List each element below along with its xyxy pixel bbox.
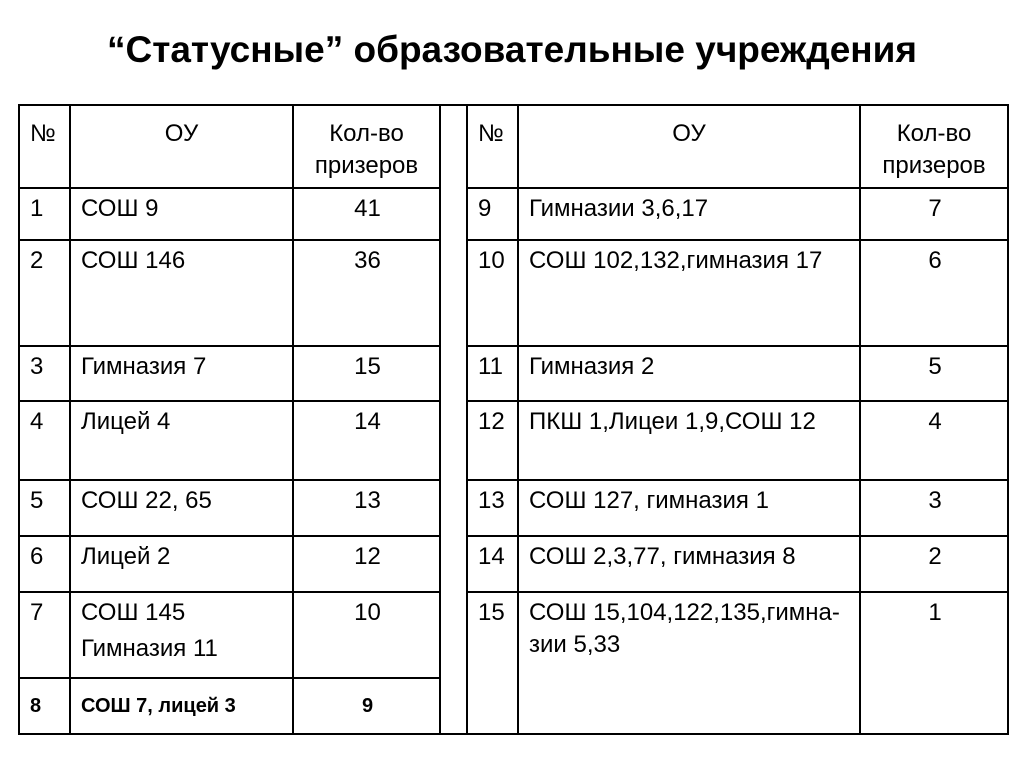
row-num: 2 <box>19 240 70 346</box>
row-ou: СОШ 127, гимназия 1 <box>518 480 860 536</box>
row-ou: Гимназия 2 <box>518 346 860 401</box>
row-num: 13 <box>467 480 518 536</box>
row-ou: СОШ 146 <box>70 240 293 346</box>
table-row <box>19 188 1008 240</box>
row-num: 8 <box>19 678 70 734</box>
row-num: 5 <box>19 480 70 536</box>
row-ou: ПКШ 1,Лицеи 1,9,СОШ 12 <box>518 401 860 480</box>
prize-winners-table <box>18 104 1007 733</box>
row-count: 7 <box>860 188 1008 240</box>
row-num: 14 <box>467 536 518 592</box>
row-count: 41 <box>293 188 440 240</box>
row-ou-line1: СОШ 145 <box>81 599 186 626</box>
header-count-line1: Кол-во <box>329 120 404 147</box>
header-ou: ОУ <box>70 105 293 188</box>
row-count: 15 <box>293 346 440 401</box>
row-num: 3 <box>19 346 70 401</box>
row-count: 10 <box>293 592 440 678</box>
row-count: 9 <box>293 678 440 734</box>
row-ou: Гимназии 3,6,17 <box>518 188 860 240</box>
row-ou <box>70 592 293 678</box>
header-count-line1-right: Кол-во <box>896 120 972 147</box>
header-count-line2-right: призеров <box>882 152 986 179</box>
row-ou: Лицей 4 <box>70 401 293 480</box>
row-count: 12 <box>293 536 440 592</box>
row-num: 11 <box>467 346 518 401</box>
row-num: 4 <box>19 401 70 480</box>
row-num: 15 <box>467 592 518 734</box>
row-ou: СОШ 102,132,гимназия 17 <box>518 240 860 346</box>
header-count <box>293 105 440 188</box>
row-ou-line2: Гимназия 11 <box>81 635 218 662</box>
row-count: 3 <box>860 480 1008 536</box>
header-count-line2: призеров <box>314 152 419 179</box>
table-row <box>19 346 1008 401</box>
row-ou: СОШ 7, лицей 3 <box>70 678 293 734</box>
row-num: 1 <box>19 188 70 240</box>
row-count: 14 <box>293 401 440 480</box>
row-num: 10 <box>467 240 518 346</box>
table-divider-column <box>440 105 467 734</box>
row-count: 1 <box>860 592 1008 734</box>
header-ou-right: ОУ <box>518 105 860 188</box>
row-num: 9 <box>467 188 518 240</box>
row-count: 2 <box>860 536 1008 592</box>
row-ou: СОШ 22, 65 <box>70 480 293 536</box>
header-num-right: № <box>467 105 518 188</box>
table-row <box>19 401 1008 480</box>
row-count: 4 <box>860 401 1008 480</box>
header-count-right <box>860 105 1008 188</box>
row-ou: Лицей 2 <box>70 536 293 592</box>
table-row <box>19 240 1008 346</box>
row-ou: СОШ 9 <box>70 188 293 240</box>
table-row <box>19 536 1008 592</box>
header-row <box>19 105 1008 188</box>
row-num: 6 <box>19 536 70 592</box>
row-count: 6 <box>860 240 1008 346</box>
header-num: № <box>19 105 70 188</box>
row-count: 36 <box>293 240 440 346</box>
table-row <box>19 592 1008 678</box>
row-count: 13 <box>293 480 440 536</box>
page-title: “Статусные” образовательные учреждения <box>107 29 917 70</box>
table-row <box>19 480 1008 536</box>
row-ou: СОШ 2,3,77, гимназия 8 <box>518 536 860 592</box>
row-ou: Гимназия 7 <box>70 346 293 401</box>
row-count: 5 <box>860 346 1008 401</box>
row-ou: СОШ 15,104,122,135,гимна-зии 5,33 <box>518 592 860 734</box>
row-num: 7 <box>19 592 70 678</box>
row-num: 12 <box>467 401 518 480</box>
